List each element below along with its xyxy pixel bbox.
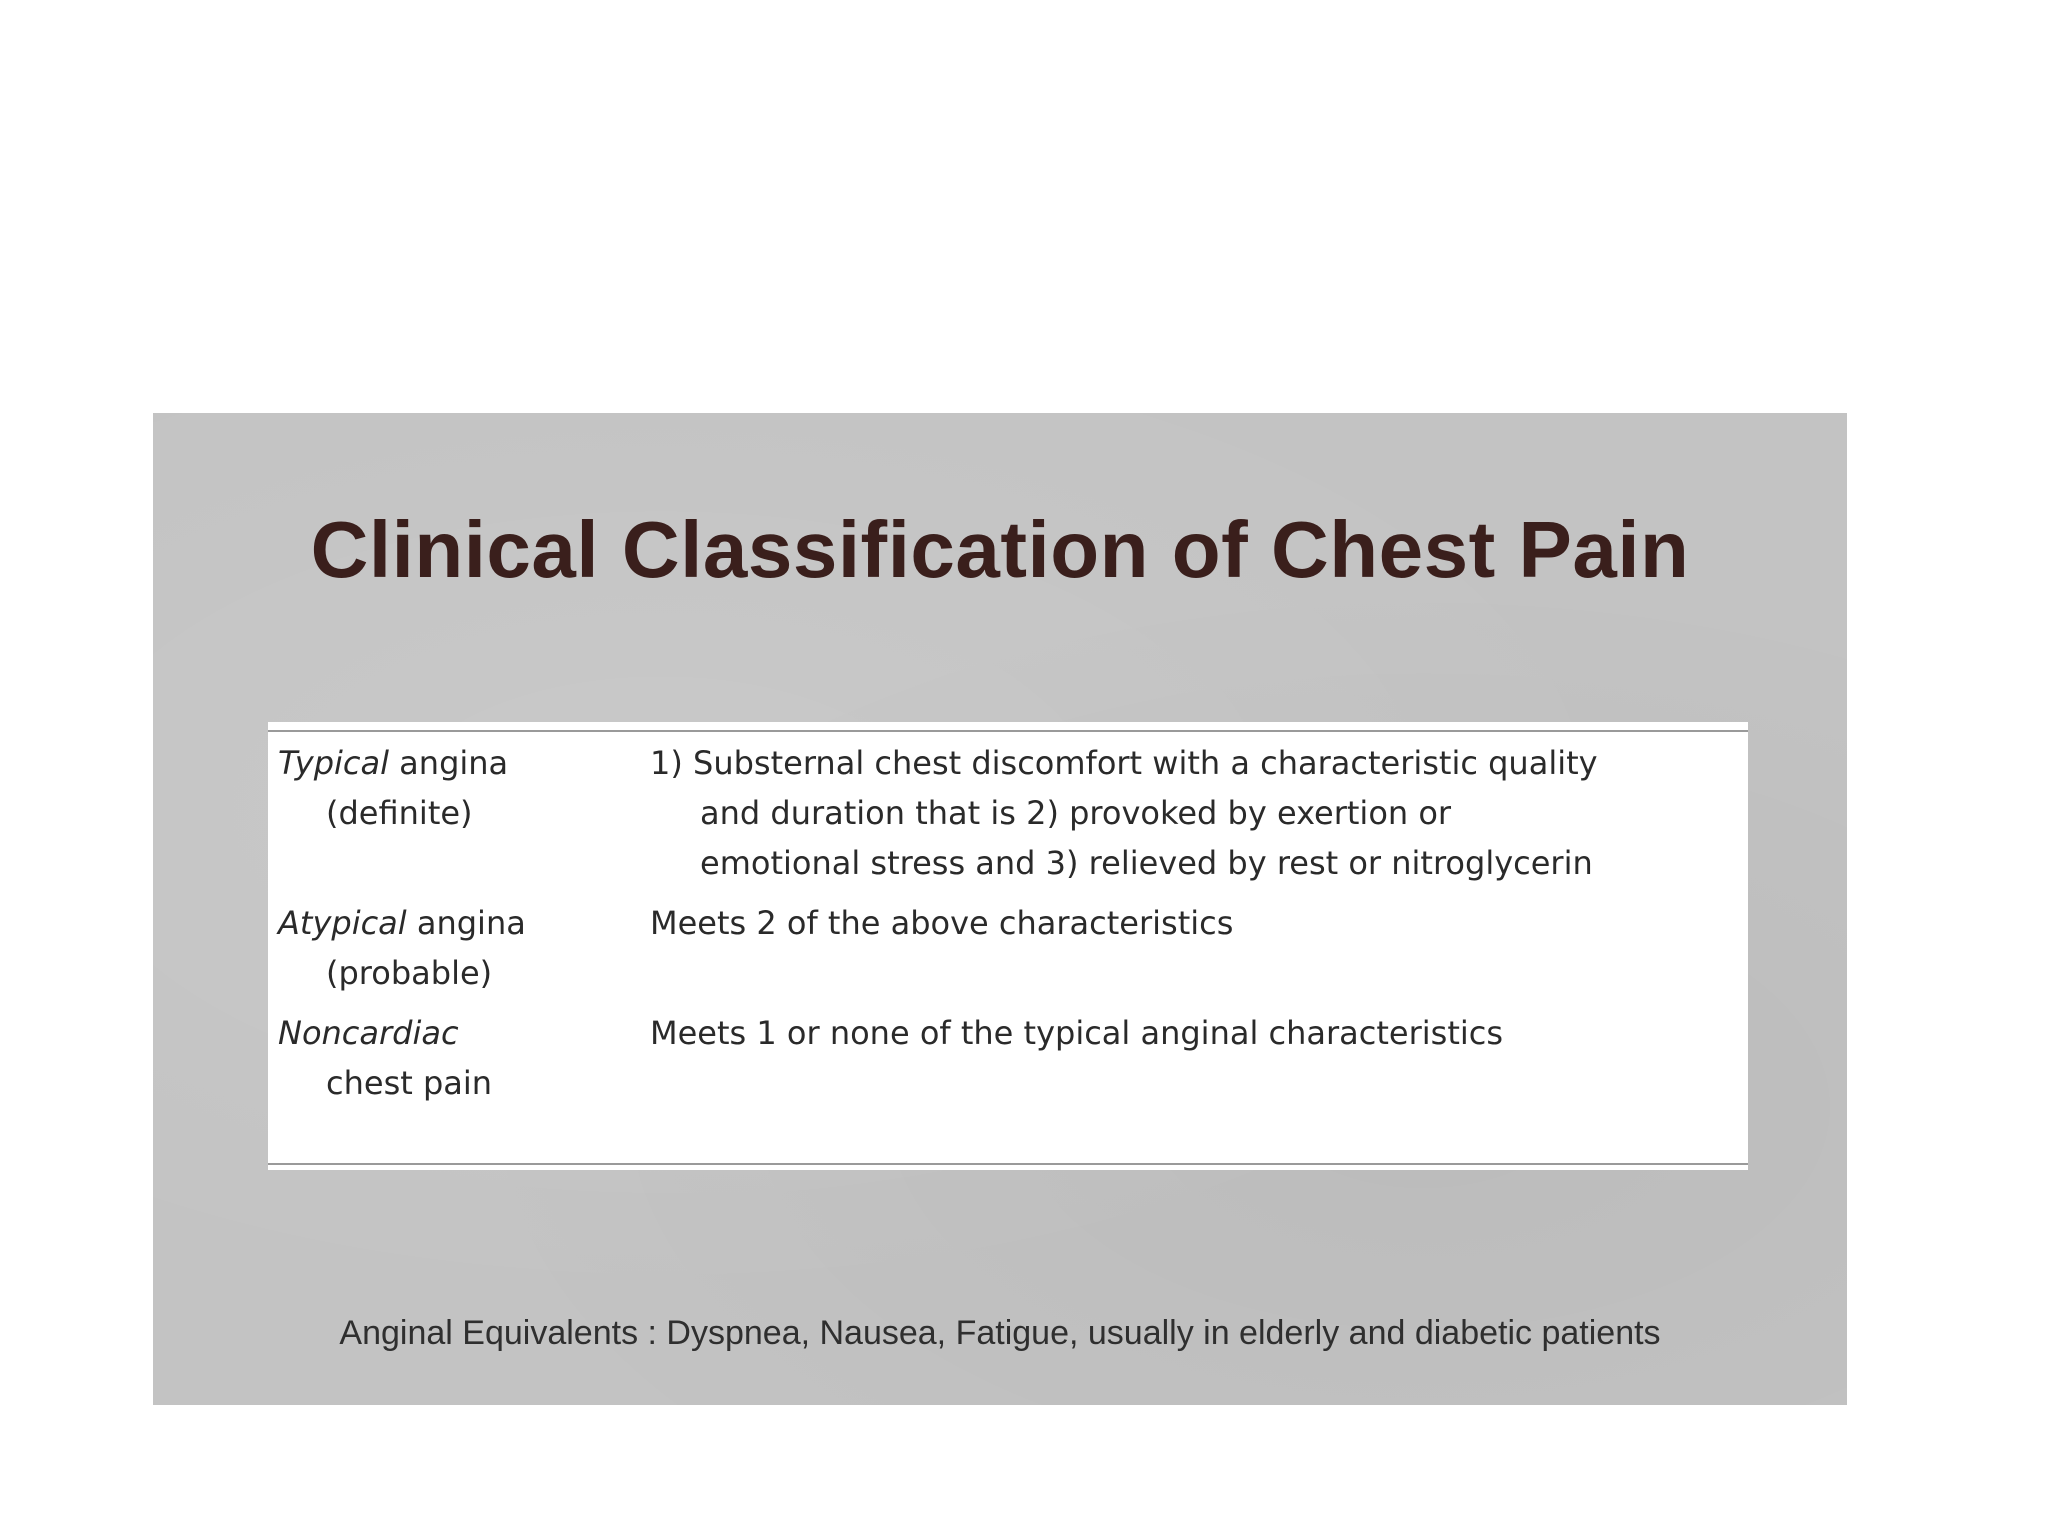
row-definition	[650, 738, 1730, 888]
term-italic: Atypical	[278, 904, 407, 942]
row-term	[278, 1008, 638, 1108]
definition-line: Meets 2 of the above characteristics	[650, 904, 1234, 942]
row-definition	[650, 1008, 1730, 1058]
term-rest: angina	[406, 904, 526, 942]
term-italic: Typical	[278, 744, 389, 782]
term-italic: Noncardiac	[278, 1014, 459, 1052]
classification-table	[268, 722, 1748, 1170]
row-term	[278, 738, 638, 838]
row-definition	[650, 898, 1730, 948]
slide	[153, 413, 1847, 1405]
table-bottom-rule	[268, 1163, 1748, 1165]
definition-line: and duration that is 2) provoked by exertion or	[700, 794, 1452, 832]
term-qualifier: (probable)	[326, 954, 493, 992]
table-top-rule	[268, 730, 1748, 732]
footnote: Anginal Equivalents : Dyspnea, Nausea, Fatigue, usually in elderly and diabetic patients	[339, 1314, 1661, 1352]
definition-line: Meets 1 or none of the typical anginal characteristics	[650, 1014, 1504, 1052]
slide-title: Clinical Classification of Chest Pain	[310, 505, 1690, 594]
definition-line: 1) Substernal chest discomfort with a characteristic quality	[650, 744, 1598, 782]
term-qualifier: (definite)	[326, 794, 473, 832]
term-qualifier: chest pain	[326, 1064, 493, 1102]
definition-line: emotional stress and 3) relieved by rest or nitroglycerin	[700, 844, 1593, 882]
term-rest: angina	[389, 744, 509, 782]
row-term	[278, 898, 638, 998]
